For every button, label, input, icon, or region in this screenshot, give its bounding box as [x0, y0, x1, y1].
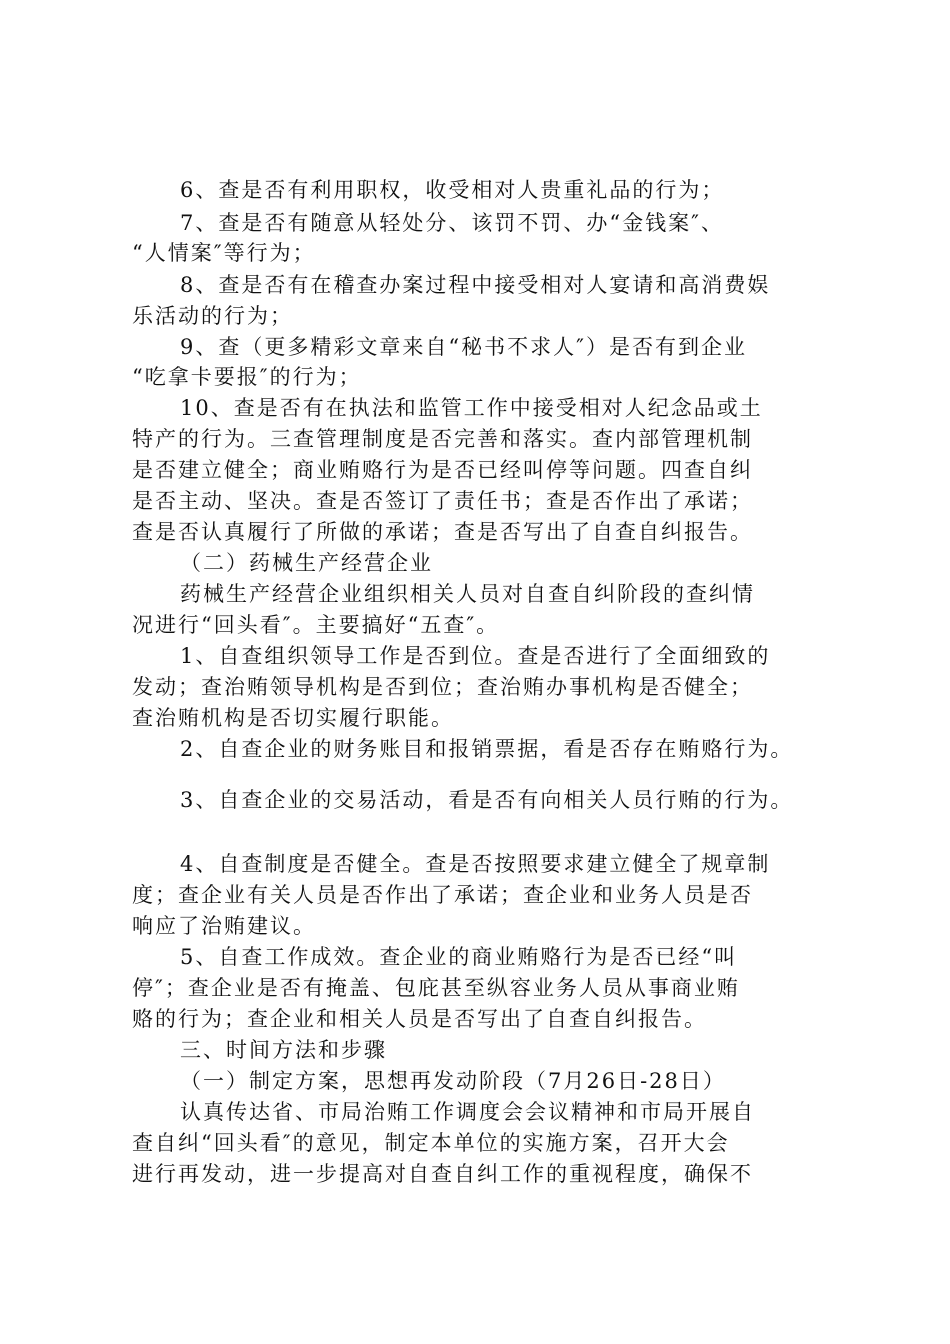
- section-heading: （一）制定方案，思想再发动阶段（7月26日-28日）: [180, 1069, 726, 1093]
- text-line: 查是否认真履行了所做的承诺；查是否写出了自查自纠报告。: [132, 520, 753, 544]
- text-line: 特产的行为。三查管理制度是否完善和落实。查内部管理机制: [132, 427, 753, 451]
- text-line: 10、查是否有在执法和监管工作中接受相对人纪念品或土: [180, 396, 763, 420]
- text-line: “人情案″等行为；: [132, 241, 316, 265]
- text-line: 进行再发动，进一步提高对自查自纠工作的重视程度，确保不: [132, 1162, 753, 1186]
- text-line: 度；查企业有关人员是否作出了承诺；查企业和业务人员是否: [132, 883, 753, 907]
- section-heading: （二）药械生产经营企业: [180, 551, 433, 575]
- text-line: 乐活动的行为；: [132, 304, 293, 328]
- text-line: 9、查（更多精彩文章来自“秘书不求人″）是否有到企业: [180, 335, 747, 359]
- text-line: 停″；查企业是否有掩盖、包庇甚至纵容业务人员从事商业贿: [132, 976, 740, 1000]
- text-line: 5、自查工作成效。查企业的商业贿赂行为是否已经“叫: [180, 945, 738, 969]
- text-line: 2、自查企业的财务账目和报销票据，看是否存在贿赂行为。: [180, 737, 794, 761]
- text-line: 8、查是否有在稽查办案过程中接受相对人宴请和高消费娱: [180, 273, 771, 297]
- text-line: 1、自查组织领导工作是否到位。查是否进行了全面细致的: [180, 644, 771, 668]
- text-line: 7、查是否有随意从轻处分、该罚不罚、办“金钱案″、: [180, 211, 724, 235]
- text-line: 药械生产经营企业组织相关人员对自查自纠阶段的查纠情: [180, 582, 755, 606]
- text-line: 况进行“回头看″。主要搞好“五查″。: [132, 613, 500, 637]
- text-line: 发动；查治贿领导机构是否到位；查治贿办事机构是否健全；: [132, 675, 753, 699]
- text-line: “吃拿卡要报″的行为；: [132, 365, 362, 389]
- text-line: 响应了治贿建议。: [132, 914, 316, 938]
- text-line: 是否主动、坚决。查是否签订了责任书；查是否作出了承诺；: [132, 489, 753, 513]
- text-line: 4、自查制度是否健全。查是否按照要求建立健全了规章制: [180, 852, 771, 876]
- section-heading: 三、时间方法和步骤: [180, 1038, 387, 1062]
- text-line: 查自纠“回头看″的意见，制定本单位的实施方案，召开大会: [132, 1131, 730, 1155]
- text-line: 查治贿机构是否切实履行职能。: [132, 706, 454, 730]
- text-line: 赂的行为；查企业和相关人员是否写出了自查自纠报告。: [132, 1007, 707, 1031]
- text-line: 6、查是否有利用职权，收受相对人贵重礼品的行为；: [180, 178, 725, 202]
- text-line: 认真传达省、市局治贿工作调度会会议精神和市局开展自: [180, 1100, 755, 1124]
- text-line: 3、自查企业的交易活动，看是否有向相关人员行贿的行为。: [180, 788, 794, 812]
- text-line: 是否建立健全；商业贿赂行为是否已经叫停等问题。四查自纠: [132, 458, 753, 482]
